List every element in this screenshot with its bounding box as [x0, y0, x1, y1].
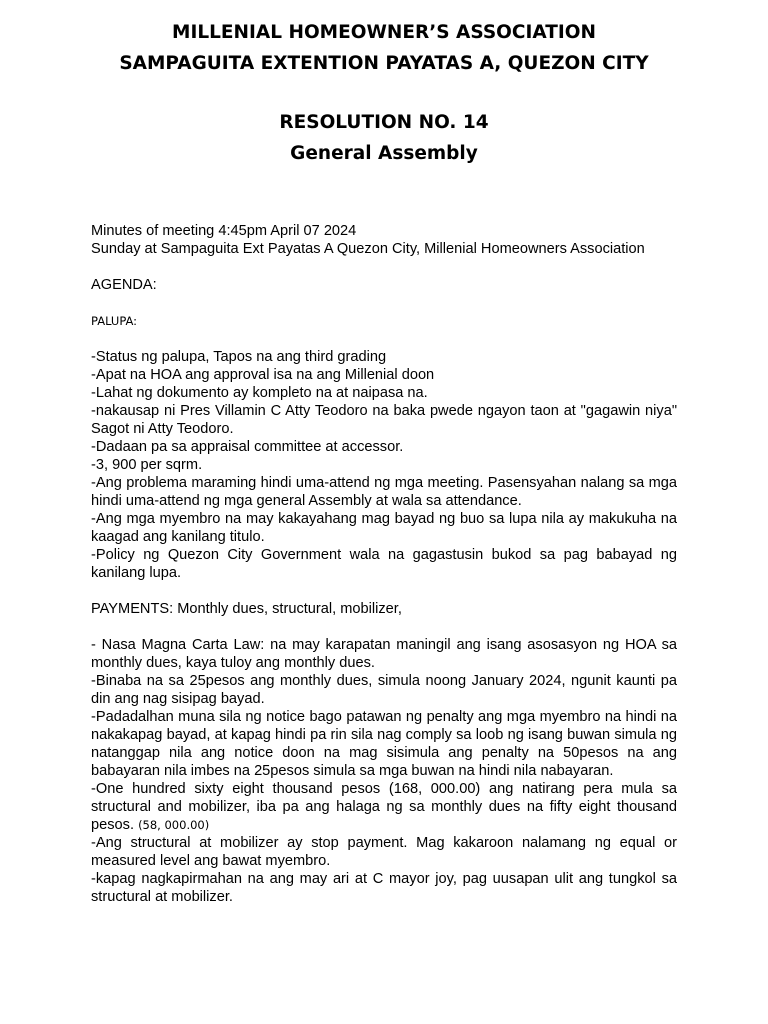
agenda-label: AGENDA:: [91, 277, 157, 293]
palupa-item: -Ang problema maraming hindi uma-attend ng mga meeting. Pasensyahan nalang sa mga hindi uma-attend ng mga general Assembly at wala sa attendance.: [91, 475, 677, 509]
payments-label: PAYMENTS: Monthly dues, structural, mobilizer,: [91, 601, 402, 617]
palupa-label: PALUPA:: [91, 314, 138, 328]
document-body: [91, 222, 677, 906]
payment-item: -Ang structural at mobilizer ay stop payment. Mag kakaroon nalamang ng equal or measured level ang bawat myembro.: [91, 835, 677, 869]
palupa-item: -Policy ng Quezon City Government wala na gagastusin bukod sa pag babayad ng kanilang lupa.: [91, 547, 677, 581]
palupa-item: -Dadaan pa sa appraisal committee at accessor.: [91, 439, 404, 455]
payment-amount-text: -One hundred sixty eight thousand pesos (168, 000.00) ang natirang pera mula sa structural and mobilizer, iba pa ang halaga ng sa monthly dues na fifty eight thousand pesos.: [91, 781, 677, 833]
palupa-item: -Status ng palupa, Tapos na ang third grading: [91, 349, 387, 365]
payment-item: -Padadalhan muna sila ng notice bago patawan ng penalty ang mga myembro na hindi na nakakapag bayad, at kapag hindi pa rin sila nag comply sa loob ng isang buwan simula ng natanggap nila ang notice doon na mag sisimula ang penalty na 50pesos na ang babayaran nila imbes na 25pesos simula sa mga buwan na hindi nila nabayaran.: [91, 709, 677, 779]
resolution-header: [0, 107, 768, 169]
payment-item-amounts: [91, 780, 677, 834]
minutes-location: Sunday at Sampaguita Ext Payatas A Quezon City, Millenial Homeowners Association: [91, 241, 645, 257]
minutes-line: Minutes of meeting 4:45pm April 07 2024: [91, 223, 357, 239]
payment-item: - Nasa Magna Carta Law: na may karapatan maningil ang isang asosasyon ng HOA sa monthly dues, kaya tuloy ang monthly dues.: [91, 637, 677, 671]
palupa-item: -nakausap ni Pres Villamin C Atty Teodoro na baka pwede ngayon taon at "gagawin niya" Sagot ni Atty Teodoro.: [91, 403, 677, 437]
assembly-title: General Assembly: [290, 143, 478, 164]
payment-amount-small: (58, 000.00): [138, 818, 210, 832]
palupa-item: -Ang mga myembro na may kakayahang mag bayad ng buo sa lupa nila ay makukuha na kaagad ang kanilang titulo.: [91, 511, 677, 545]
organization-address: SAMPAGUITA EXTENTION PAYATAS A, QUEZON CITY: [119, 53, 649, 74]
palupa-item: -Lahat ng dokumento ay kompleto na at naipasa na.: [91, 385, 428, 401]
palupa-item: -3, 900 per sqrm.: [91, 457, 203, 473]
payment-item: -Binaba na sa 25pesos ang monthly dues, simula noong January 2024, ngunit kaunti pa din ang nag sisipag bayad.: [91, 673, 677, 707]
resolution-number: RESOLUTION NO. 14: [279, 112, 489, 133]
palupa-item: -Apat na HOA ang approval isa na ang Millenial doon: [91, 367, 435, 383]
organization-header: [0, 17, 768, 79]
payment-item: -kapag nagkapirmahan na ang may ari at C mayor joy, pag uusapan ulit ang tungkol sa structural at mobilizer.: [91, 871, 677, 905]
organization-name: MILLENIAL HOMEOWNER’S ASSOCIATION: [172, 22, 596, 43]
